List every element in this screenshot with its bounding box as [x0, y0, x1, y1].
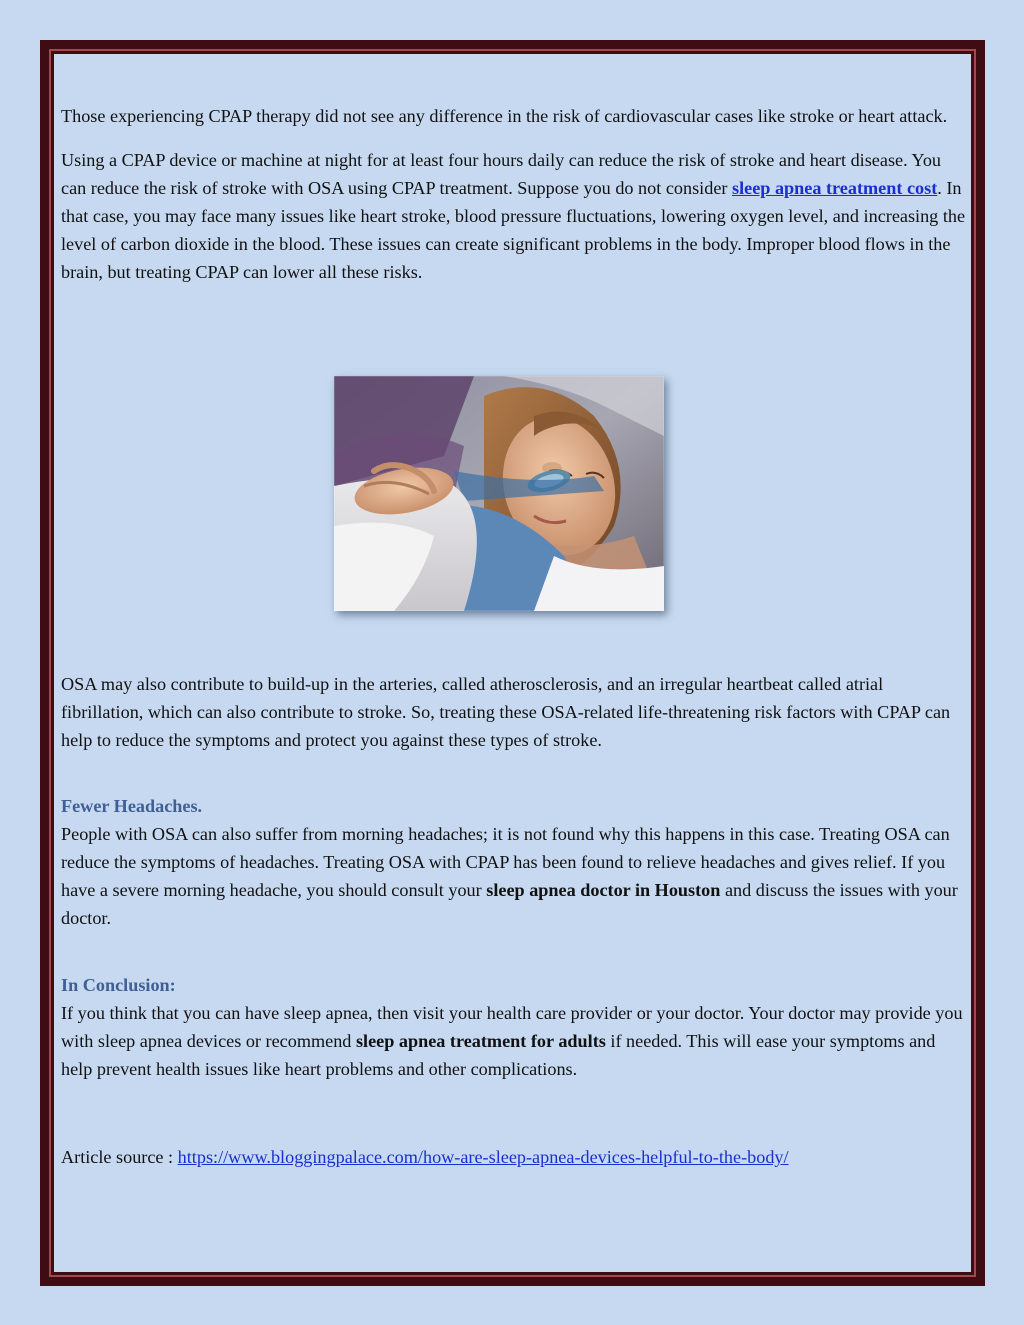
intro-content — [61, 102, 966, 286]
sleep-apnea-treatment-cost-link[interactable]: sleep apnea treatment cost — [732, 178, 938, 198]
article-source-line — [61, 1143, 966, 1171]
headaches-text-before-bold: People with OSA can also suffer from morning headaches; it is not found why this happens in this case. Treating OSA can reduce the symptoms of headaches. Treating OSA with CPAP has been found to relieve headaches and gives relief. If you have a severe morning headache, you should consult your — [61, 824, 950, 900]
headaches-bold-text: sleep apnea doctor in Houston — [486, 880, 721, 900]
paragraph-headaches — [61, 820, 966, 932]
heading-fewer-headaches: Fewer Headaches. — [61, 796, 203, 816]
conclusion-text-after-bold: if needed. This will ease your symptoms and help prevent health issues like heart problems and other complications. — [61, 1031, 936, 1079]
osa-stroke-paragraph-block — [61, 670, 966, 754]
section-fewer-headaches — [61, 792, 966, 932]
paragraph-cpap-text-before-link: Using a CPAP device or machine at night for at least four hours daily can reduce the risk of stroke and heart disease. You can reduce the risk of stroke with OSA using CPAP treatment. Suppose you do not consider — [61, 150, 942, 198]
paragraph-osa-atherosclerosis: OSA may also contribute to build-up in the arteries, called atherosclerosis, and an irregular heartbeat called atrial fibrillation, which can also contribute to stroke. So, treating these OSA-related life-threatening risk factors with CPAP can help to reduce the symptoms and protect you against these types of stroke. — [61, 674, 951, 750]
conclusion-text-before-bold: If you think that you can have sleep apnea, then visit your health care provider or your doctor. Your doctor may provide you with sleep apnea devices or recommend — [61, 1003, 963, 1051]
paragraph-cpap-benefits — [61, 146, 966, 286]
article-source-link[interactable]: https://www.bloggingpalace.com/how-are-sleep-apnea-devices-helpful-to-the-body/ — [177, 1147, 789, 1167]
section-conclusion — [61, 971, 966, 1083]
article-source-label: Article source : — [61, 1147, 178, 1167]
paragraph-cpap-text-after-link: . In that case, you may face many issues like heart stroke, blood pressure fluctuations, lowering oxygen level, and increasing the level of carbon dioxide in the blood. These issues can create significant problems in the body. Improper blood flows in the brain, but treating CPAP can lower all these risks. — [61, 178, 966, 282]
sleeping-woman-cpap-image — [334, 376, 664, 611]
heading-in-conclusion: In Conclusion: — [61, 975, 176, 995]
sleeping-woman-nasal-cpap-photo-icon — [334, 376, 664, 611]
headaches-text-after-bold: and discuss the issues with your doctor. — [61, 880, 958, 928]
paragraph-conclusion — [61, 999, 966, 1083]
conclusion-bold-text: sleep apnea treatment for adults — [355, 1031, 606, 1051]
paragraph-cardiovascular-risk: Those experiencing CPAP therapy did not see any difference in the risk of cardiovascular cases like stroke or heart attack. — [61, 106, 948, 126]
